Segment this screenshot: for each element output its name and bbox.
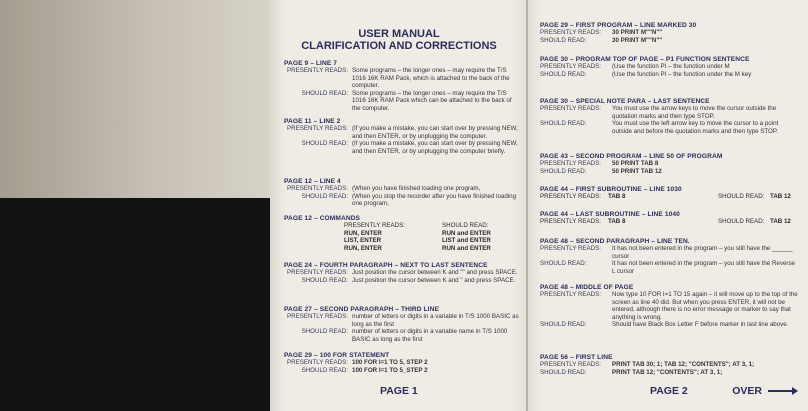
correction-page43 — [540, 153, 802, 175]
should-label: SHOULD READ: — [301, 192, 348, 200]
command-new: LIST and ENTER — [442, 237, 491, 245]
should-label: SHOULD READ: — [718, 193, 765, 200]
should-label: SHOULD READ: — [540, 368, 587, 376]
should-text: (If you make a mistake, you can start over by pressing NEW, and then ENTER, or by unplugging the computer briefly. — [352, 140, 518, 155]
page-subtitle: CLARIFICATION AND CORRECTIONS — [301, 40, 497, 52]
should-text: 100 FOR I=1 TO 5_STEP 2 — [352, 366, 428, 374]
presently-label: PRESENTLY READS: — [287, 269, 348, 276]
correction-page48-para — [540, 238, 802, 275]
section-heading: PAGE 44 – FIRST SUBROUTINE – LINE 1030 — [540, 186, 682, 193]
presently-text: 50 PRINT TAB 8 — [612, 160, 659, 167]
correction-page48-middle — [540, 284, 802, 329]
presently-label: PRESENTLY READS: — [540, 361, 601, 368]
arrow-right-icon — [768, 390, 796, 392]
section-heading: PAGE 48 – SECOND PARAGRAPH – LINE TEN. — [540, 238, 690, 245]
correction-page12-commands — [284, 215, 520, 252]
presently-text: 100 FOR I=1 TO 5, STEP 2 — [352, 359, 428, 366]
correction-page44-last — [540, 211, 802, 226]
correction-page12-line4 — [284, 178, 520, 208]
should-label: SHOULD READ: — [301, 276, 348, 284]
section-heading: PAGE 48 – MIDDLE OF PAGE — [540, 284, 634, 291]
presently-label: PRESENTLY READS: — [540, 218, 601, 225]
section-heading: PAGE 29 – FIRST PROGRAM – LINE MARKED 30 — [540, 22, 697, 29]
should-label: SHOULD READ: — [540, 167, 587, 175]
should-text: 50 PRINT TAB 12 — [612, 167, 662, 175]
presently-text: Now type 10 FOR I=1 TO 15 again – it will move up to the top of the screen as line 40 did. But when you press ENTER, it will not be entered, although there is no error message or marker to say that anything is wrong. — [612, 291, 798, 321]
presently-label: PRESENTLY READS: — [287, 67, 348, 74]
should-text: (Use the function PI – the function under the M key — [612, 70, 752, 78]
presently-text: You must use the arrow keys to move the cursor outside the quotation marks and then type STOP. — [612, 105, 777, 120]
presently-label: PRESENTLY READS: — [287, 359, 348, 366]
should-text: (When you stop the recorder after you have finished loading one program, — [352, 192, 517, 208]
correction-page30-note — [540, 98, 802, 135]
presently-text: number of letters or digits in a variable in T/S 1000 BASIC as long as the first — [352, 313, 519, 328]
should-label: SHOULD READ: — [301, 366, 348, 374]
over-label: OVER — [732, 385, 762, 397]
presently-text: Some programs – the longer ones – may require the T/S 1016 16K RAM Pack, which is attached to the back of the computer. — [352, 67, 510, 90]
manual-page-2 — [528, 0, 808, 411]
presently-text: Just position the cursor between K and "" and press SPACE. — [352, 269, 518, 276]
command-old: LIST, ENTER — [344, 237, 382, 245]
should-label: SHOULD READ: — [540, 70, 587, 78]
correction-page56 — [540, 354, 802, 376]
presently-label: PRESENTLY READS: — [287, 125, 348, 132]
command-old: RUN, ENTER — [344, 244, 382, 252]
should-text: Just position the cursor between K and " and press SPACE. — [352, 276, 516, 284]
presently-text: 30 PRINT M""N"" — [612, 29, 663, 36]
command-new: RUN and ENTER — [442, 229, 491, 237]
should-text: Should have Black Box Letter F before marker in last line above. — [612, 321, 789, 329]
section-heading: PAGE 30 – SPECIAL NOTE PARA – LAST SENTENCE — [540, 98, 710, 105]
presently-label: PRESENTLY READS: — [540, 291, 601, 298]
should-text: You must use the left arrow key to move the cursor to a point outside and before the quotation marks and then type STOP. — [612, 120, 779, 135]
section-heading: PAGE 29 – 100 FOR STATEMENT — [284, 352, 390, 359]
should-label: SHOULD READ: — [442, 222, 489, 229]
presently-label: PRESENTLY READS: — [540, 29, 601, 36]
section-heading: PAGE 30 – PROGRAM TOP OF PAGE – P1 FUNCTION SENTENCE — [540, 56, 750, 63]
correction-page30-p1 — [540, 56, 802, 78]
presently-label: PRESENTLY READS: — [540, 245, 601, 252]
presently-label: PRESENTLY READS: — [540, 63, 601, 70]
presently-label: PRESENTLY READS: — [287, 185, 348, 192]
presently-text: (Use the function PI – the function under M — [612, 63, 730, 70]
manual-page-1 — [270, 0, 528, 411]
should-label: SHOULD READ: — [301, 328, 348, 336]
should-label: SHOULD READ: — [718, 218, 765, 225]
section-heading: PAGE 56 – FIRST LINE — [540, 354, 613, 361]
command-old: RUN, ENTER — [344, 229, 382, 237]
should-text: 30 PRINT M""N"" — [612, 36, 663, 44]
should-text: number of letters or digits in a variable name in T/S 1000 BASIC as long as the first — [352, 328, 508, 343]
presently-text: TAB 8 — [608, 218, 626, 225]
section-heading: PAGE 43 – SECOND PROGRAM – LINE 50 OF PROGRAM — [540, 153, 723, 160]
should-text: Some programs – the longer ones – may require the T/S 1016 16K RAM Pack which can be attached to the back of the computer. — [352, 89, 512, 112]
correction-page9 — [284, 60, 520, 113]
presently-label: PRESENTLY READS: — [287, 313, 348, 320]
should-text: PRINT TAB 12; "CONTENTS"; AT 3, 1; — [612, 368, 723, 376]
presently-text: TAB 8 — [608, 193, 626, 200]
section-heading: PAGE 24 – FOURTH PARAGRAPH – NEXT TO LAST SENTENCE — [284, 262, 488, 269]
correction-page29-for — [284, 352, 520, 374]
correction-page29-program — [540, 22, 802, 44]
presently-text: It has not been entered in the program – you still have the ______ cursor — [612, 245, 793, 260]
page-number: PAGE 2 — [650, 385, 688, 397]
should-text: It has not been entered in the program – you still have the Reverse L cursor — [612, 260, 795, 275]
section-heading: PAGE 12 – COMMANDS — [284, 215, 361, 222]
section-heading: PAGE 12 – LINE 4 — [284, 178, 341, 185]
should-label: SHOULD READ: — [301, 89, 348, 97]
page-title: USER MANUAL — [358, 28, 440, 40]
section-heading: PAGE 11 – LINE 2 — [284, 118, 341, 125]
correction-page11 — [284, 118, 520, 155]
section-heading: PAGE 27 – SECOND PARAGRAPH – THIRD LINE — [284, 306, 439, 313]
section-heading: PAGE 44 – LAST SUBROUTINE – LINE 1040 — [540, 211, 680, 218]
should-label: SHOULD READ: — [301, 140, 348, 148]
section-heading: PAGE 9 – LINE 7 — [284, 60, 338, 67]
presently-label: PRESENTLY READS: — [540, 193, 601, 200]
command-new: RUN and ENTER — [442, 244, 491, 252]
should-text: TAB 12 — [770, 218, 791, 225]
presently-label: PRESENTLY READS: — [540, 105, 601, 112]
presently-text: PRINT TAB 30; 1; TAB 12; "CONTENTS"; AT 3, 1; — [612, 361, 755, 368]
presently-label: PRESENTLY READS: — [344, 222, 405, 229]
correction-page27 — [284, 306, 520, 343]
over-indicator — [732, 385, 796, 397]
correction-page24 — [284, 262, 520, 284]
should-label: SHOULD READ: — [540, 36, 587, 44]
presently-text: (When you have finished loading one program, — [352, 185, 481, 192]
should-text: TAB 12 — [770, 193, 791, 200]
page-number: PAGE 1 — [380, 385, 418, 397]
background-left-bottom — [0, 198, 272, 411]
presently-label: PRESENTLY READS: — [540, 160, 601, 167]
presently-text: (If you make a mistake, you can start over by pressing NEW, and then ENTER, or by unplugging the computer. — [352, 125, 518, 140]
should-label: SHOULD READ: — [540, 260, 587, 268]
should-label: SHOULD READ: — [540, 120, 587, 128]
background-left-top — [0, 0, 270, 198]
should-label: SHOULD READ: — [540, 321, 587, 329]
correction-page44-first — [540, 186, 802, 201]
